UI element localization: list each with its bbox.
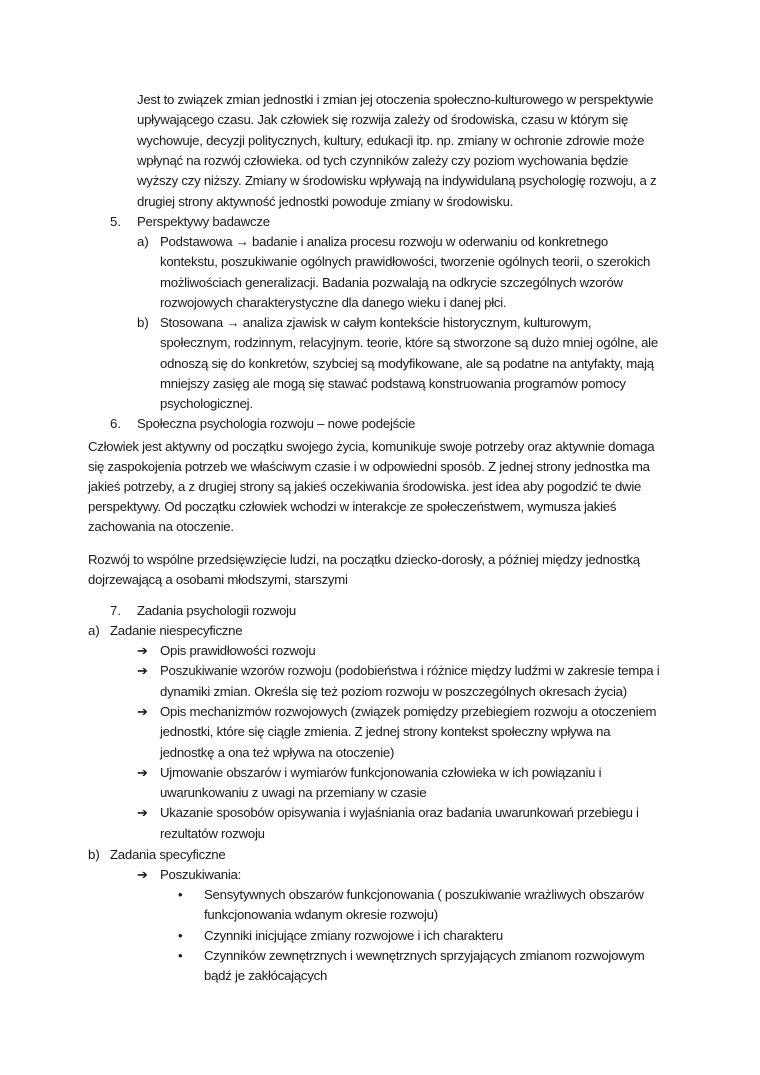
list-number: 7. xyxy=(110,603,121,618)
list-marker: a) xyxy=(137,234,149,249)
list-item-line: mniejszy zasięg ale mogą się stawać podstawą konstruowania programów pomocy xyxy=(160,376,626,391)
bullet-icon: • xyxy=(178,927,183,943)
paragraph-line: jakieś potrzeby, a z drugiej strony są jakieś oczekiwania środowiska. jest idea aby pogodzić te dwie xyxy=(88,479,642,494)
section-heading: Perspektywy badawcze xyxy=(137,214,270,229)
paragraph-line: się zaspokojenia potrzeb we właściwym czasie i w odpowiedni sposób. Z jednej strony jednostka ma xyxy=(88,459,650,474)
arrow-icon: ➔ xyxy=(137,643,149,658)
section-heading: Społeczna psychologia rozwoju – nowe podejście xyxy=(137,416,416,431)
list-item-line: funkcjonowania wdanym okresie rozwoju) xyxy=(204,907,438,923)
list-number: 5. xyxy=(110,214,121,229)
list-marker: a) xyxy=(88,623,100,638)
list-item-line: odnoszą się do konkretów, szybciej są modyfikowane, ale są podatne na antyfakty, mają xyxy=(160,356,654,371)
paragraph-line: Rozwój to wspólne przedsięwzięcie ludzi, na początku dziecko-dorosły, a później między jednostką xyxy=(88,552,640,567)
list-item-line: dynamiki zmian. Określa się też poziom rozwoju w poszczególnych okresach życia) xyxy=(160,683,627,699)
list-item-line: jednostki, które się ciągle zmienia. Z jednej strony kontekst społeczny wpływa na xyxy=(160,724,611,740)
section-heading: Zadania psychologii rozwoju xyxy=(137,603,296,618)
list-item-line: Stosowana → analiza zjawisk w całym kontekście historycznym, kulturowym, xyxy=(160,315,592,330)
arrow-icon: ➔ xyxy=(137,703,149,719)
bullet-icon: • xyxy=(178,887,183,902)
list-item-line: rezultatów rozwoju xyxy=(160,825,265,841)
list-item-line: Ujmowanie obszarów i wymiarów funkcjonowania człowieka w ich powiązaniu i xyxy=(160,764,602,780)
list-item-line: uwarunkowaniu z uwagi na przemiany w czasie xyxy=(160,785,427,801)
list-item-line: rozwojowych charakterystyczne dla danego wieku i danej płci. xyxy=(160,295,507,310)
paragraph-line: perspektywy. Od początku człowiek wchodzi w interakcje ze społeczeństwem, wymusza jakieś xyxy=(88,499,617,514)
paragraph-line: dojrzewającą a osobami młodszymi, starszymi xyxy=(88,572,348,587)
bullet-icon: • xyxy=(178,947,183,963)
list-item-line: społecznym, rodzinnym, relacyjnym. teorie, które są stworzone są dużo mniej ogólne, ale xyxy=(160,335,658,350)
arrow-icon: ➔ xyxy=(137,867,149,882)
intro-line: drugiej strony aktywność jednostki powoduje zmiany w środowisku. xyxy=(137,194,514,209)
list-item-line: Opis mechanizmów rozwojowych (związek pomiędzy przebiegiem rozwoju a otoczeniem xyxy=(160,703,657,719)
list-item-line: bądź je zakłócających xyxy=(204,968,328,984)
list-item-line: Opis prawidłowości rozwoju xyxy=(160,643,316,658)
list-item-line: Czynniki inicjujące zmiany rozwojowe i ich charakteru xyxy=(204,927,503,943)
list-item-line: psychologicznej. xyxy=(160,396,253,411)
arrow-icon: ➔ xyxy=(137,663,149,679)
arrow-icon: ➔ xyxy=(137,764,149,780)
list-item-line: jednostkę a ona też wpływa na otoczenie) xyxy=(160,744,395,760)
list-item-line: Czynników zewnętrznych i wewnętrznych sprzyjających zmianom rozwojowym xyxy=(204,947,645,963)
intro-line: wpłynąć na rozwój człowieka. od tych czynników zależy czy poziom wychowania będzie xyxy=(137,153,629,168)
intro-line: wyższy czy niższy. Zmiany w środowisku wpływają na indywidulaną psychologię rozwoju, a z xyxy=(137,173,657,188)
paragraph-line: Człowiek jest aktywny od początku swojego życia, komunikuje swoje potrzeby oraz aktywnie domaga xyxy=(88,439,655,454)
list-item-line: Poszukiwania: xyxy=(160,867,242,882)
intro-line: upływającego czasu. Jak człowiek się rozwija zależy od środowiska, czasu w którym się xyxy=(137,112,629,127)
intro-line: Jest to związek zmian jednostki i zmian jej otoczenia społeczno-kulturowego w perspektywie xyxy=(137,92,654,107)
list-marker: b) xyxy=(137,315,149,330)
list-item-line: Podstawowa → badanie i analiza procesu rozwoju w oderwaniu od konkretnego xyxy=(160,234,608,249)
subsection-heading: Zadania specyficzne xyxy=(110,847,226,862)
subsection-heading: Zadanie niespecyficzne xyxy=(110,623,243,638)
arrow-icon: ➔ xyxy=(137,805,149,821)
list-item-line: Poszukiwanie wzorów rozwoju (podobieństwa i różnice między ludźmi w zakresie tempa i xyxy=(160,663,660,679)
list-item-line: Sensytywnych obszarów funkcjonowania ( poszukiwanie wrażliwych obszarów xyxy=(204,887,644,902)
list-marker: b) xyxy=(88,847,100,862)
list-item-line: kontekstu, poszukiwanie ogólnych prawidłowości, tworzenie ogólnych teorii, o szerokich xyxy=(160,254,651,269)
paragraph-line: zachowania na otoczenie. xyxy=(88,519,234,534)
list-number: 6. xyxy=(110,416,121,431)
list-item-line: możliwościach generalizacji. Badania pozwalają na odkrycie szczególnych wzorów xyxy=(160,275,623,290)
intro-line: wychowuje, decyzji politycznych, kultury, edukacji itp. np. zmiany w ochronie zdrowie może xyxy=(137,133,645,148)
list-item-line: Ukazanie sposobów opisywania i wyjaśniania oraz badania uwarunkowań przebiegu i xyxy=(160,805,639,821)
